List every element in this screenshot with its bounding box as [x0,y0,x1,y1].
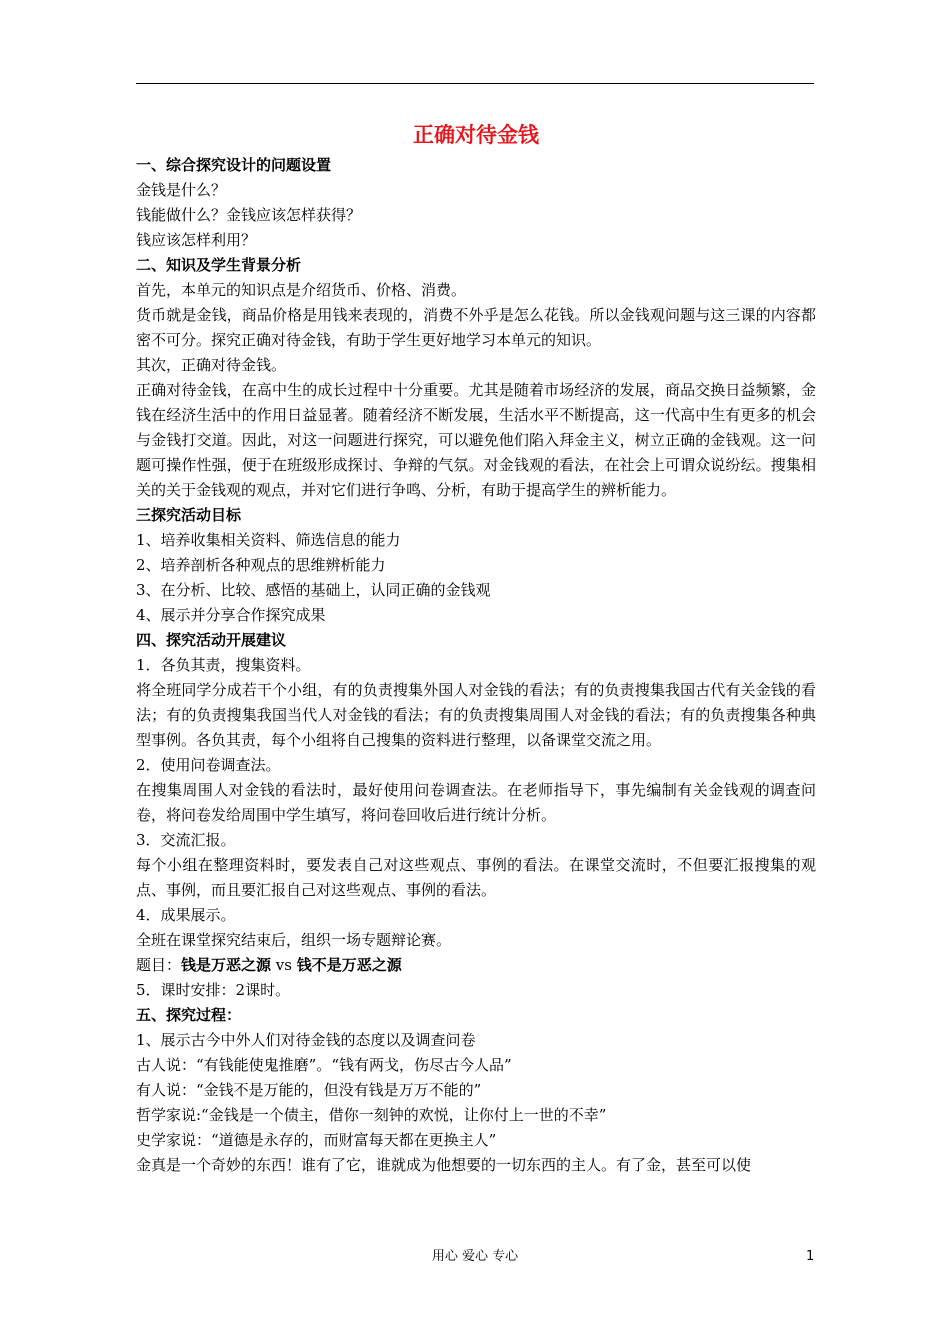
s3-goal-item: 2、培养剖析各种观点的思维辨析能力 [136,556,386,574]
section-2-heading: 二、知识及学生背景分析 [136,256,302,274]
s5-line: 1、展示古今中外人们对待金钱的态度以及调查问卷 [136,1031,476,1049]
debate-topic-b: 钱不是万恶之源 [296,956,402,974]
s1-line: 钱能做什么？金钱应该怎样获得？ [136,206,362,224]
s5-quote: 哲学家说:“金钱是一个债主，借你一刻钟的欢悦，让你付上一世的不幸” [136,1106,607,1124]
s3-goal-item: 4、展示并分享合作探究成果 [136,606,326,624]
s5-quote: 史学家说：“道德是永存的，而财富每天都在更换主人” [136,1131,497,1149]
s5-line: 金真是一个奇妙的东西！谁有了它，谁就成为他想要的一切东西的主人。有了金，甚至可以使 [136,1156,752,1174]
s3-goal-item: 3、在分析、比较、感悟的基础上，认同正确的金钱观 [136,581,491,599]
s2-paragraph: 正确对待金钱，在高中生的成长过程中十分重要。尤其是随着市场经济的发展，商品交换日益频繁，金钱在经济生活中的作用日益显著。随着经济不断发展，生活水平不断提高，这一代高中生有更多的机会与金钱打交道。因此，对这一问题进行探究，可以避免他们陷入拜金主义，树立正确的金钱观。这一问题可操作性强，便于在班级形成探讨、争辩的气氛。对金钱观的看法，在社会上可谓众说纷纭。搜集相关的关于金钱观的观点，并对它们进行争鸣、分析，有助于提高学生的辨析能力。 [136,381,816,499]
debate-topic-vs: vs [271,956,297,974]
s3-goal-item: 1、培养收集相关资料、筛选信息的能力 [136,531,401,549]
s2-paragraph: 首先，本单元的知识点是介绍货币、价格、消费。 [136,281,467,299]
s5-quote: 有人说：“金钱不是万能的，但没有钱是万万不能的” [136,1081,482,1099]
page-title: 正确对待金钱 [413,123,539,147]
document-body [136,120,816,1178]
s4-item: 1．各负其责，搜集资料。 [136,656,311,674]
s4-paragraph: 每个小组在整理资料时，要发表自己对这些观点、事例的看法。在课堂交流时，不但要汇报搜集的观点、事例，而且要汇报自己对这些观点、事例的看法。 [136,856,816,899]
header-rule [136,83,814,84]
page-footer: 用心 爱心 专心 [431,1249,519,1264]
section-5-heading: 五、探究过程： [136,1006,242,1024]
s4-item: 3．交流汇报。 [136,831,236,849]
s4-paragraph: 在搜集周围人对金钱的看法时，最好使用问卷调查法。在老师指导下，事先编制有关金钱观的调查问卷，将问卷发给周围中学生填写，将问卷回收后进行统计分析。 [136,781,816,824]
debate-topic-line [136,953,816,978]
s5-quote: 古人说：“有钱能使鬼推磨”。“钱有两戈，伤尽古今人品” [136,1056,512,1074]
s4-item: 5．课时安排：2课时。 [136,981,291,999]
s1-line: 钱应该怎样利用？ [136,231,257,249]
section-3-heading: 三探究活动目标 [136,506,242,524]
debate-topic-a: 钱是万恶之源 [181,956,272,974]
s4-paragraph: 全班在课堂探究结束后，组织一场专题辩论赛。 [136,931,452,949]
s4-item: 4．成果展示。 [136,906,236,924]
section-4-heading: 四、探究活动开展建议 [136,631,287,649]
s2-paragraph: 货币就是金钱，商品价格是用钱来表现的，消费不外乎是怎么花钱。所以金钱观问题与这三课的内容都密不可分。探究正确对待金钱，有助于学生更好地学习本单元的知识。 [136,306,816,349]
s1-line: 金钱是什么？ [136,181,227,199]
s4-paragraph: 将全班同学分成若干个小组，有的负责搜集外国人对金钱的看法；有的负责搜集我国古代有关金钱的看法；有的负责搜集我国当代人对金钱的看法；有的负责搜集周围人对金钱的看法；有的负责搜集各种典型事例。各负其责，每个小组将自己搜集的资料进行整理，以备课堂交流之用。 [136,681,816,749]
s4-item: 2．使用问卷调查法。 [136,756,281,774]
debate-topic-label: 题目： [136,956,182,974]
section-1-heading: 一、综合探究设计的问题设置 [136,156,332,174]
page-number: 1 [806,1249,815,1264]
s2-paragraph: 其次，正确对待金钱。 [136,356,287,374]
